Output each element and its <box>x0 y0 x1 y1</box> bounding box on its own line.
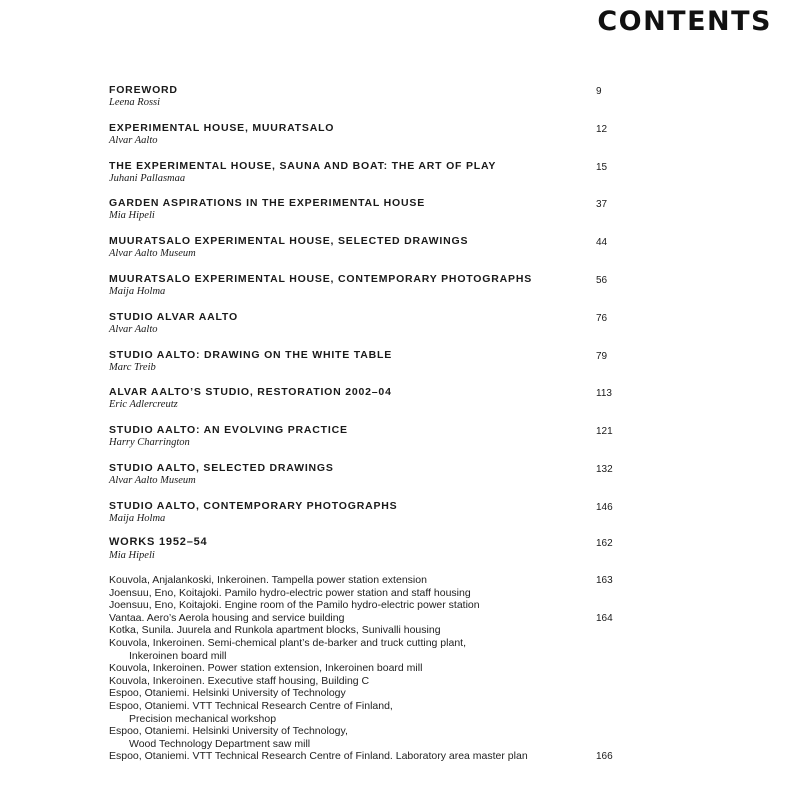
works-list-item: Kouvola, Inkeroinen. Semi-chemical plant’s de-barker and truck cutting plant, <box>109 637 466 649</box>
works-page-number: 164 <box>596 613 613 624</box>
entry-title: FOREWORD <box>109 84 178 96</box>
entry-page-number: 56 <box>596 275 608 286</box>
entry-author: Mia Hipeli <box>109 210 155 221</box>
entry-page-number: 44 <box>596 237 608 248</box>
works-list-item: Precision mechanical workshop <box>129 713 277 725</box>
works-list-item: Joensuu, Eno, Koitajoki. Engine room of the Pamilo hydro-electric power station <box>109 599 480 611</box>
entry-author: Marc Treib <box>109 362 156 373</box>
works-list-item: Espoo, Otaniemi. Helsinki University of Technology, <box>109 725 348 737</box>
works-list-item: Espoo, Otaniemi. Helsinki University of Technology <box>109 687 346 699</box>
entry-title: ALVAR AALTO’S STUDIO, RESTORATION 2002–04 <box>109 386 392 398</box>
entry-author: Alvar Aalto Museum <box>109 248 196 259</box>
entry-title: STUDIO AALTO: DRAWING ON THE WHITE TABLE <box>109 349 393 361</box>
works-list-item: Kouvola, Anjalankoski, Inkeroinen. Tampella power station extension <box>109 574 427 586</box>
works-title: WORKS 1952–54 <box>109 536 208 548</box>
works-page-number: 163 <box>596 575 613 586</box>
entry-page-number: 12 <box>596 124 608 135</box>
entry-author: Juhani Pallasmaa <box>109 173 186 184</box>
works-list-item: Kouvola, Inkeroinen. Power station extension, Inkeroinen board mill <box>109 662 423 674</box>
entry-author: Harry Charrington <box>109 437 190 448</box>
works-list-item: Espoo, Otaniemi. VTT Technical Research Centre of Finland. Laboratory area master plan <box>109 750 528 762</box>
entry-title: STUDIO AALTO, CONTEMPORARY PHOTOGRAPHS <box>109 500 398 512</box>
entry-page-number: 15 <box>596 162 608 173</box>
page-title: CONTENTS <box>597 6 772 37</box>
entry-author: Alvar Aalto <box>109 324 158 335</box>
entry-author: Maija Holma <box>109 286 166 297</box>
works-list-item: Vantaa. Aero’s Aerola housing and service building <box>109 612 345 624</box>
works-list-item: Inkeroinen board mill <box>129 650 227 662</box>
entry-author: Eric Adlercreutz <box>109 399 178 410</box>
works-author: Mia Hipeli <box>109 550 155 561</box>
entry-author: Alvar Aalto <box>109 135 158 146</box>
entry-page-number: 9 <box>596 86 602 97</box>
entry-title: STUDIO ALVAR AALTO <box>109 311 238 323</box>
entry-author: Leena Rossi <box>109 97 161 108</box>
works-page: 162 <box>596 538 613 549</box>
entry-page-number: 113 <box>596 388 612 399</box>
entry-page-number: 121 <box>596 426 613 437</box>
entry-title: MUURATSALO EXPERIMENTAL HOUSE, SELECTED DRAWINGS <box>109 235 469 247</box>
works-page-number: 166 <box>596 751 613 762</box>
entry-title: MUURATSALO EXPERIMENTAL HOUSE, CONTEMPORARY PHOTOGRAPHS <box>109 273 532 285</box>
works-list-item: Kotka, Sunila. Juurela and Runkola apartment blocks, Sunivalli housing <box>109 624 441 636</box>
entry-page-number: 79 <box>596 351 608 362</box>
works-list-item: Wood Technology Department saw mill <box>129 738 311 750</box>
entry-page-number: 132 <box>596 464 613 475</box>
works-list-item: Espoo, Otaniemi. VTT Technical Research Centre of Finland, <box>109 700 393 712</box>
entry-title: GARDEN ASPIRATIONS IN THE EXPERIMENTAL HOUSE <box>109 197 426 209</box>
entry-title: THE EXPERIMENTAL HOUSE, SAUNA AND BOAT: THE ART OF PLAY <box>109 160 497 172</box>
entry-author: Maija Holma <box>109 513 166 524</box>
entry-title: EXPERIMENTAL HOUSE, MUURATSALO <box>109 122 335 134</box>
entry-page-number: 76 <box>596 313 608 324</box>
entry-title: STUDIO AALTO: AN EVOLVING PRACTICE <box>109 424 348 436</box>
entry-title: STUDIO AALTO, SELECTED DRAWINGS <box>109 462 334 474</box>
entry-page-number: 146 <box>596 502 613 513</box>
entry-author: Alvar Aalto Museum <box>109 475 196 486</box>
entry-page-number: 37 <box>596 199 608 210</box>
works-list-item: Kouvola, Inkeroinen. Executive staff housing, Building C <box>109 675 370 687</box>
works-list-item: Joensuu, Eno, Koitajoki. Pamilo hydro-electric power station and staff housing <box>109 587 471 599</box>
